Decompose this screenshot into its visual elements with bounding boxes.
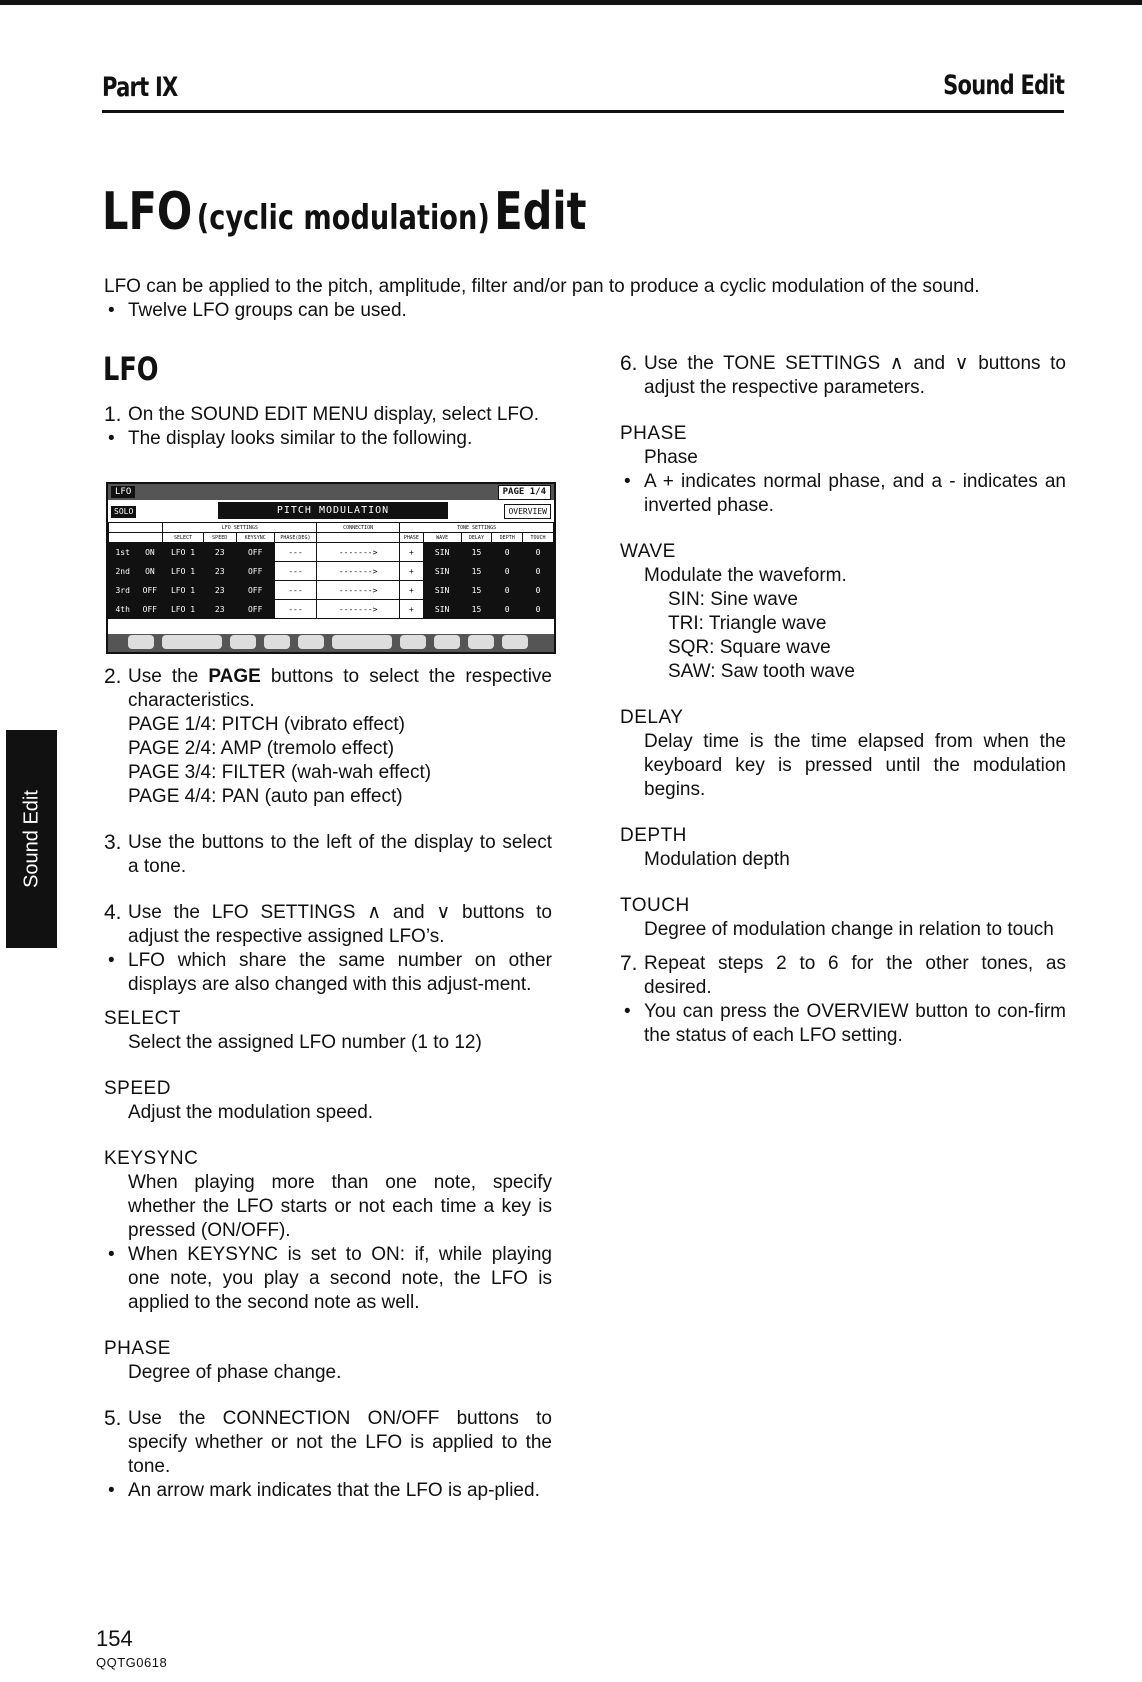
param-label-phase-left: PHASE (104, 1338, 171, 1359)
lcd-overview-button: OVERVIEW (504, 504, 551, 519)
wave-item: SAW: Saw tooth wave (668, 661, 855, 682)
page-list-item: PAGE 2/4: AMP (tremolo effect) (128, 738, 395, 759)
lcd-col-wave: WAVE (423, 533, 461, 543)
param-label-depth: DEPTH (620, 825, 687, 846)
param-label-speed: SPEED (104, 1078, 171, 1099)
param-label-delay: DELAY (620, 707, 684, 728)
page-list-item: PAGE 1/4: PITCH (vibrato effect) (128, 714, 406, 735)
step-6: 6. Use the TONE SETTINGS ∧ and ∨ buttons to adjust the respective parameters. (620, 352, 1066, 398)
param-label-phase: PHASE (620, 423, 687, 444)
step-1-bullet: • The display looks similar to the following. (108, 428, 473, 449)
param-desc-phase: Phase (644, 447, 698, 468)
intro-bullet: • Twelve LFO groups can be used. (108, 300, 407, 321)
keysync-bullet: • When KEYSYNC is set to ON: if, while playing one note, you play a second note, the LFO is applied to the second note as well. (108, 1244, 552, 1313)
lcd-button-icon (400, 635, 426, 649)
step-1: 1. On the SOUND EDIT MENU display, select LFO. (104, 403, 540, 426)
step-4-bullet: • LFO which share the same number on other displays are also changed with this adjust-ment. (108, 950, 552, 995)
lcd-top-bar (108, 484, 554, 500)
step-7: 7. Repeat steps 2 to 6 for the other tones, as desired. (620, 952, 1066, 998)
lcd-group-lfo: LFO SETTINGS (163, 523, 317, 533)
param-label-keysync: KEYSYNC (104, 1148, 199, 1169)
page-list-item: PAGE 3/4: FILTER (wah-wah effect) (128, 762, 432, 783)
intro (104, 275, 1084, 323)
lcd-column-header (109, 533, 554, 543)
param-desc-touch: Degree of modulation change in relation to touch (644, 919, 1054, 940)
wave-item: SQR: Square wave (668, 637, 831, 658)
lcd-button-icon (162, 635, 222, 649)
lcd-row: 3rd OFF LFO 1 23 OFF --- -------> + SIN 15 0 0 (109, 581, 554, 600)
lcd-group-header (109, 523, 554, 533)
step-7-bullet: • You can press the OVERVIEW button to con-firm the status of each LFO setting. (624, 1001, 1066, 1046)
param-label-wave: WAVE (620, 541, 676, 562)
lcd-row: 4th OFF LFO 1 23 OFF --- -------> + SIN 15 0 0 (109, 600, 554, 619)
title-paren: (cyclic modulation) (196, 198, 490, 238)
page-title (102, 182, 587, 242)
lcd-group-tone: TONE SETTINGS (400, 523, 554, 533)
phase-bullet: • A + indicates normal phase, and a - indicates an inverted phase. (624, 471, 1066, 516)
lcd-display (106, 482, 556, 654)
lcd-button-icon (332, 635, 392, 649)
param-label-select: SELECT (104, 1008, 181, 1029)
lcd-button-icon (298, 635, 324, 649)
lcd-title: PITCH MODULATION (218, 502, 448, 519)
side-tab (6, 730, 57, 948)
section-header: Sound Edit (943, 70, 1064, 101)
left-column-top (104, 403, 552, 451)
lcd-button-icon (264, 635, 290, 649)
step-2: 2. Use the PAGE buttons to select the respective characteristics. (104, 665, 552, 711)
lcd-button-icon (128, 635, 154, 649)
page-number: 154 (96, 1626, 133, 1651)
lcd-button-icon (502, 635, 528, 649)
wave-item: TRI: Triangle wave (668, 613, 827, 634)
lcd-col-depth: DEPTH (492, 533, 523, 543)
intro-text: LFO can be applied to the pitch, amplitude, filter and/or pan to produce a cyclic modulation of the sound. (104, 276, 980, 297)
param-desc-speed: Adjust the modulation speed. (128, 1102, 374, 1123)
section-heading: LFO (103, 350, 159, 388)
document-code: QQTG0618 (96, 1655, 168, 1670)
step-5-bullet: • An arrow mark indicates that the LFO is ap-plied. (108, 1480, 540, 1501)
param-desc-wave: Modulate the waveform. (644, 565, 847, 586)
param-desc-phase-left: Degree of phase change. (128, 1362, 342, 1383)
top-border (0, 0, 1142, 5)
lcd-col-keysync: KEYSYNC (236, 533, 274, 543)
wave-item: SIN: Sine wave (668, 589, 798, 610)
step-3: 3. Use the buttons to the left of the display to select a tone. (104, 831, 552, 877)
lcd-col-phase-deg: PHASE(DEG) (274, 533, 317, 543)
lcd-row: 2nd ON LFO 1 23 OFF --- -------> + SIN 15 0 0 (109, 562, 554, 581)
right-column (620, 352, 1066, 1048)
left-column-bottom (104, 665, 552, 1503)
lcd-mode-badge: SOLO (111, 506, 136, 518)
lcd-button-icons (128, 635, 548, 651)
title-edit: Edit (494, 182, 587, 242)
step-4: 4. Use the LFO SETTINGS ∧ and ∨ buttons to adjust the respective assigned LFO’s. (104, 901, 552, 947)
lcd-button-icon (230, 635, 256, 649)
lcd-col-select: SELECT (163, 533, 203, 543)
lcd-col-touch: TOUCH (523, 533, 554, 543)
part-header: Part IX (102, 72, 178, 103)
param-label-touch: TOUCH (620, 895, 690, 916)
side-tab-label: Sound Edit (20, 790, 42, 888)
lcd-col-phase: PHASE (400, 533, 424, 543)
step-5: 5. Use the CONNECTION ON/OFF buttons to specify whether or not the LFO is applied to the tone. (104, 1407, 552, 1477)
lcd-table (108, 522, 554, 619)
lcd-page-indicator: PAGE 1/4 (498, 485, 551, 500)
lcd-lfo-tab: LFO (111, 486, 135, 498)
lcd-col-speed: SPEED (203, 533, 236, 543)
lcd-col-delay: DELAY (461, 533, 492, 543)
bullet-dot: • (108, 300, 115, 321)
param-desc-select: Select the assigned LFO number (1 to 12) (128, 1032, 482, 1053)
lcd-group-connection: CONNECTION (317, 523, 400, 533)
lcd-button-icon (468, 635, 494, 649)
header-rule (102, 110, 1064, 113)
page-list-item: PAGE 4/4: PAN (auto pan effect) (128, 786, 403, 807)
lcd-button-icon (434, 635, 460, 649)
param-desc-delay: Delay time is the time elapsed from when the keyboard key is pressed until the modulation begins. (644, 731, 1066, 800)
title-lfo: LFO (102, 182, 193, 242)
lcd-row: 1st ON LFO 1 23 OFF --- -------> + SIN 15 0 0 (109, 543, 554, 562)
param-desc-keysync: When playing more than one note, specify whether the LFO starts or not each time a key is pressed (ON/OFF). (128, 1172, 552, 1241)
param-desc-depth: Modulation depth (644, 849, 790, 870)
